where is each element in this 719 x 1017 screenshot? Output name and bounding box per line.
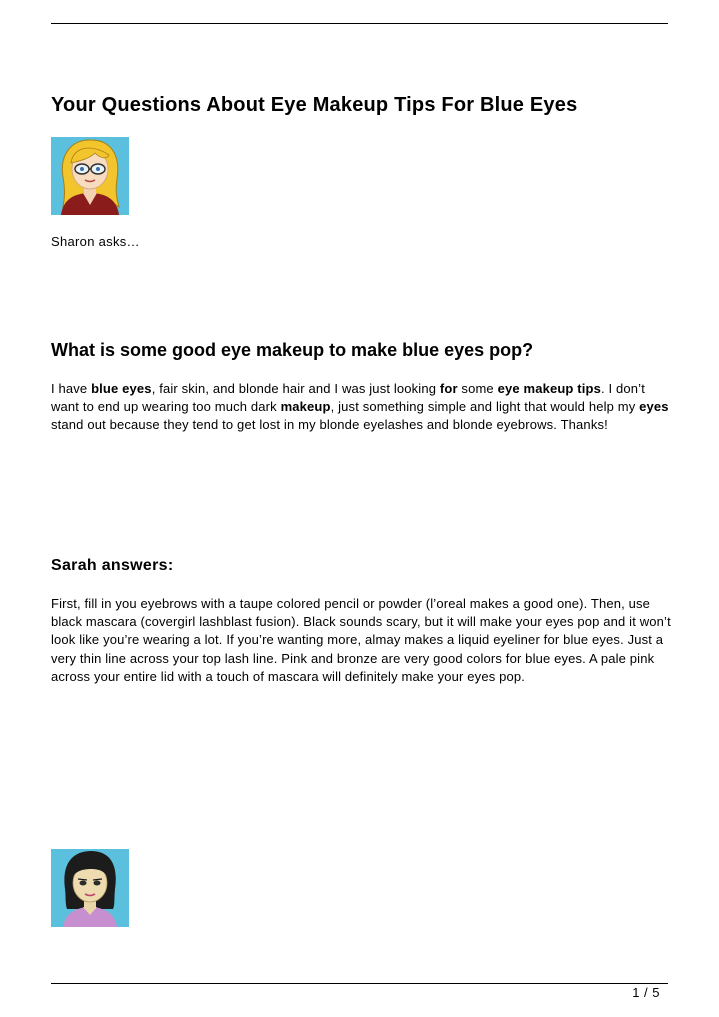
page-number: 1 / 5 bbox=[632, 985, 660, 1000]
keyword-eye-makeup-tips: eye makeup tips bbox=[497, 381, 601, 396]
keyword-blue-eyes: blue eyes bbox=[91, 381, 152, 396]
asker-name: Sharon asks… bbox=[51, 234, 140, 249]
blonde-woman-avatar-icon bbox=[51, 137, 129, 215]
answer-body: First, fill in you eyebrows with a taupe colored pencil or powder (l’oreal makes a good one). Then, use black mascara (covergirl lashblast fusion). Black sounds scary, but it will make your eyes pop and it won’t look like you’re wearing a lot. If you’re wanting more, almay makes a liquid eyeliner for blue eyes. Just a very thin line across your top lash line. Pink and bronze are very good colors for blue eyes. A pale pink across your entire lid with a touch of mascara will definitely make your eyes pop. bbox=[51, 596, 671, 684]
keyword-makeup: makeup bbox=[280, 399, 331, 415]
answerer-name: Sarah answers: bbox=[51, 557, 174, 574]
question-title: What is some good eye makeup to make blue eyes pop? bbox=[51, 340, 534, 360]
question-body: I have blue eyes, fair skin, and blonde hair and I was just looking for some eye makeup tips. I don’t want to end up wearing too much dark makeup, just something simple and light that would help my eyes stand out because they tend to get lost in my blonde eyelashes and blonde eyebrows. Thanks! bbox=[51, 381, 669, 433]
dark-haired-woman-avatar-icon bbox=[51, 849, 129, 927]
asker-avatar bbox=[51, 137, 129, 215]
top-rule bbox=[51, 23, 668, 24]
keyword-for: for bbox=[439, 381, 458, 396]
keyword-eyes: eyes bbox=[639, 399, 669, 415]
page-title: Your Questions About Eye Makeup Tips For Blue Eyes bbox=[51, 94, 578, 116]
answerer-avatar bbox=[51, 849, 129, 927]
bottom-rule bbox=[51, 983, 668, 984]
